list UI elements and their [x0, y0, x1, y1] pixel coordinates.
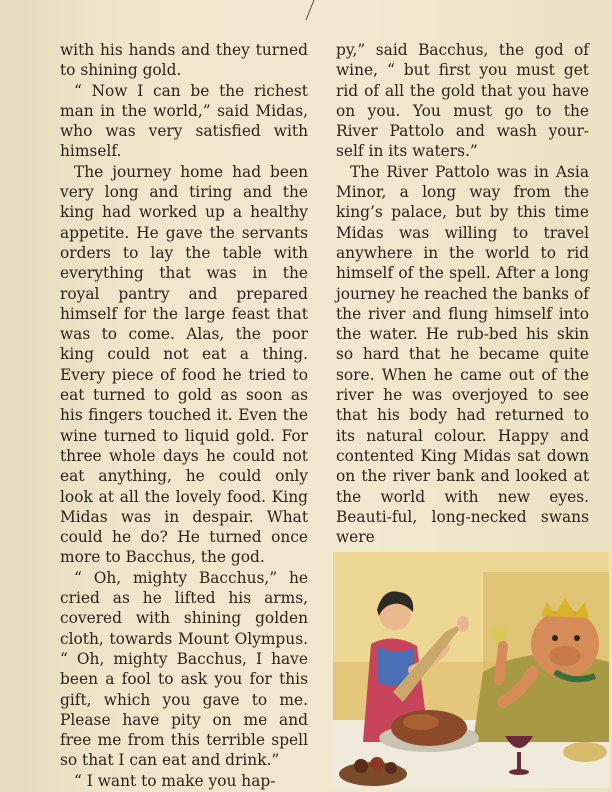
- illustration: [333, 552, 609, 788]
- text-column-right: [336, 40, 589, 547]
- paragraph: “ Now I can be the richest man in the world,” said Midas, who was very satisfied with himself.: [60, 81, 308, 161]
- paragraph: “ I want to make you hap-: [74, 771, 276, 790]
- paragraph: The journey home had been very long and tiring and the king had worked up a healthy appetite. He gave the servants orders to lay the table with everything that was in the royal pantry and prepared himself for the large feast that was to come. Alas, the poor king could not eat a thing. Every piece of food he tried to eat turned to gold as soon as his fingers touched it. Even the wine turned to liquid gold. For three whole days he could not eat anything, he could only look at all the lovely food. King Midas was in despair. What could he do? He turned once more to Bacchus, the god.: [60, 162, 308, 567]
- paragraph: “ Oh, mighty Bacchus,” he cried as he lifted his arms, covered with shining golden cloth, towards Mount Olympus. “ Oh, mighty Bacchus, I have been a fool to ask you for this gift, which you gave to me. Please have pity on me and free me from this terrible spell so that I can eat and drink.”: [60, 568, 308, 770]
- text-column-left: [60, 40, 308, 791]
- paragraph: with his hands and they turned to shining gold.: [60, 41, 308, 80]
- paragraph: py,” said Bacchus, the god of wine, “ but first you must get rid of all the gold that you have on you. You must go to the River Pattolo and wash your-self in its waters.”: [336, 41, 589, 161]
- paragraph: The River Pattolo was in Asia Minor, a long way from the king’s palace, but by this time Midas was willing to travel anywhere in the world to rid himself of the spell. After a long journey he reached the banks of the river and flung himself into the water. He rub-bed his skin so hard that he became quite sore. When he came out of the river he was overjoyed to see that his body had returned to its natural colour. Happy and contented King Midas sat down on the river bank and looked at the world with new eyes. Beauti-ful, long-necked swans were: [336, 162, 589, 547]
- pen-mark: [300, 0, 320, 22]
